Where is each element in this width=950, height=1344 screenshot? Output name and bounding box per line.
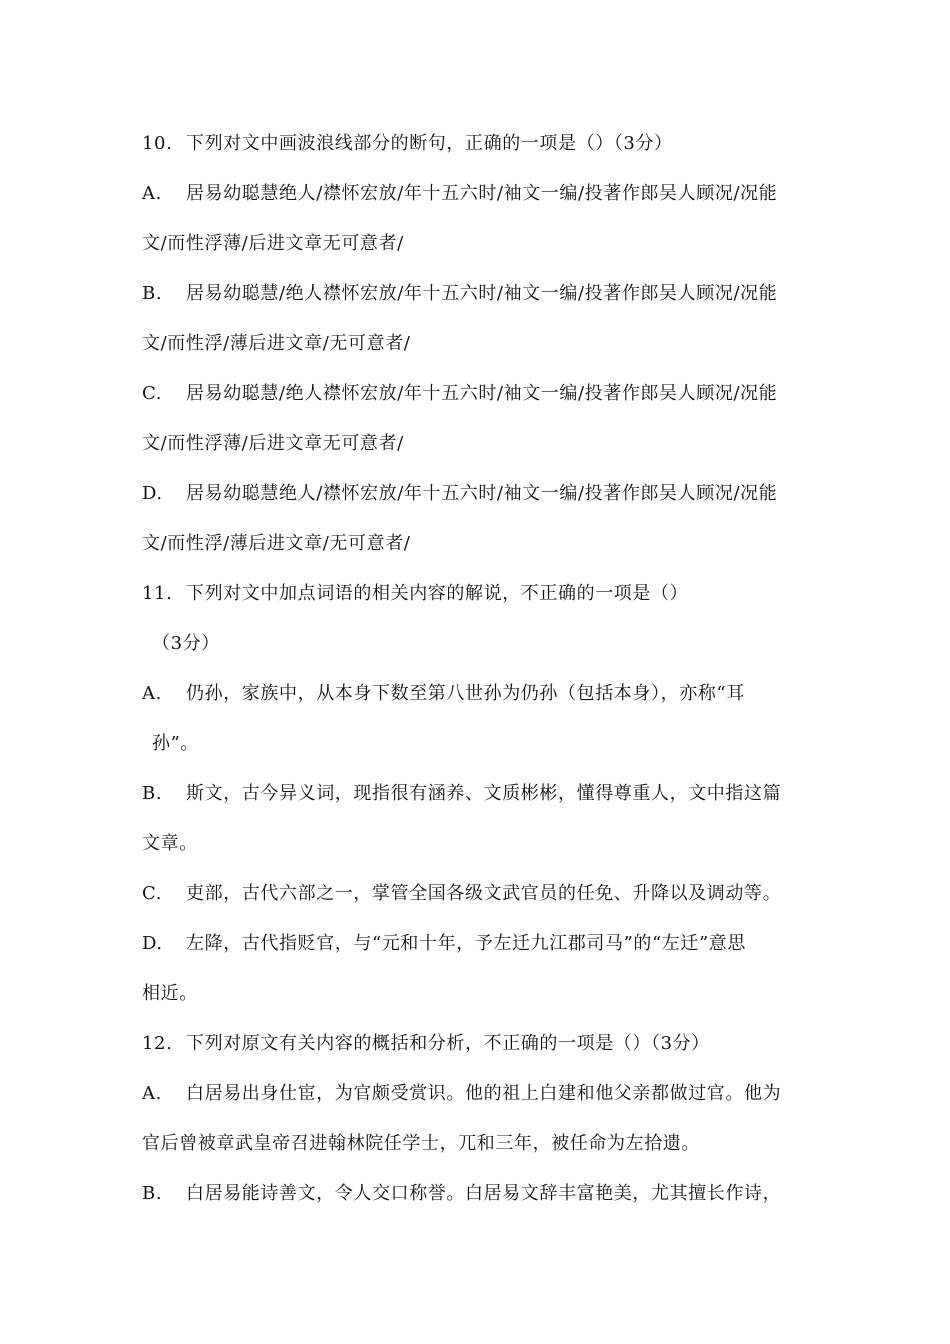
question-11-score: （3分）: [152, 633, 220, 654]
q10-option-c-line2: 文/而性浮薄/后进文章无可意者/: [142, 433, 404, 454]
option-label: B.: [142, 783, 163, 804]
q11-option-c-line1: [142, 882, 781, 906]
q11-option-b-line1: [142, 782, 781, 806]
option-label: C.: [142, 883, 163, 904]
question-number: 10.: [142, 133, 173, 154]
option-text: 居易幼聪慧绝人/襟怀宏放/年十五六时/袖文一编/投著作郎吴人顾况/况能: [186, 483, 778, 504]
q12-option-a-line1: [142, 1082, 781, 1106]
option-label: C.: [142, 383, 163, 404]
q12-option-b-line1: [142, 1182, 781, 1206]
option-text: 仍孙，家族中，从本身下数至第八世孙为仍孙（包括本身），亦称“耳: [186, 683, 745, 704]
q11-option-a-line2: 孙”。: [152, 733, 200, 754]
q12-option-a-line2: 官后曾被章武皇帝召进翰林院任学士，兀和三年，被任命为左拾遗。: [142, 1133, 700, 1154]
q10-option-a-line2: 文/而性浮薄/后进文章无可意者/: [142, 233, 404, 254]
q11-option-d-line2: 相近。: [142, 983, 198, 1004]
question-12-stem: [142, 1032, 710, 1056]
q11-option-a-line1: [142, 682, 745, 706]
option-text: 居易幼聪慧/绝人襟怀宏放/年十五六时/袖文一编/投著作郎吴人顾况/况能: [186, 283, 778, 304]
option-text: 斯文，古今异义词，现指很有涵养、文质彬彬，懂得尊重人，文中指这篇: [186, 783, 782, 804]
q10-option-c-line1: [142, 382, 777, 406]
option-text: 居易幼聪慧/绝人襟怀宏放/年十五六时/袖文一编/投著作郎吴人顾况/况能: [186, 383, 778, 404]
option-text: 居易幼聪慧绝人/襟怀宏放/年十五六时/袖文一编/投著作郎吴人顾况/况能: [186, 183, 778, 204]
question-10-stem: [142, 132, 673, 156]
q10-option-d-line1: [142, 482, 777, 506]
question-text: 下列对原文有关内容的概括和分析，不正确的一项是（）（3分）: [186, 1033, 710, 1054]
option-label: B.: [142, 1183, 163, 1204]
option-text: 吏部，古代六部之一，掌管全国各级文武官员的任免、升降以及调动等。: [186, 883, 782, 904]
q10-option-b-line2: 文/而性浮/薄后进文章/无可意者/: [142, 333, 411, 354]
option-label: B.: [142, 283, 163, 304]
option-label: A.: [142, 1083, 162, 1104]
q11-option-d-line1: [142, 932, 746, 956]
option-label: A.: [142, 683, 162, 704]
q10-option-a-line1: [142, 182, 777, 206]
question-number: 11.: [142, 583, 173, 604]
option-text: 白居易能诗善文，令人交口称誉。白居易文辞丰富艳美，尤其擅长作诗，: [186, 1183, 782, 1204]
question-11-stem: [142, 582, 688, 606]
q10-option-b-line1: [142, 282, 777, 306]
option-label: D.: [142, 933, 163, 954]
q10-option-d-line2: 文/而性浮/薄后进文章/无可意者/: [142, 533, 411, 554]
question-text: 下列对文中加点词语的相关内容的解说，不正确的一项是（）: [186, 583, 689, 604]
option-text: 左降，古代指贬官，与“元和十年，予左迁九江郡司马”的“左迁”意思: [186, 933, 747, 954]
question-text: 下列对文中画波浪线部分的断句，正确的一项是（）（3分）: [186, 133, 673, 154]
option-text: 白居易出身仕宦，为官颇受赏识。他的祖上白建和他父亲都做过官。他为: [186, 1083, 782, 1104]
q11-option-b-line2: 文章。: [142, 833, 198, 854]
option-label: A.: [142, 183, 162, 204]
option-label: D.: [142, 483, 163, 504]
question-number: 12.: [142, 1033, 173, 1054]
